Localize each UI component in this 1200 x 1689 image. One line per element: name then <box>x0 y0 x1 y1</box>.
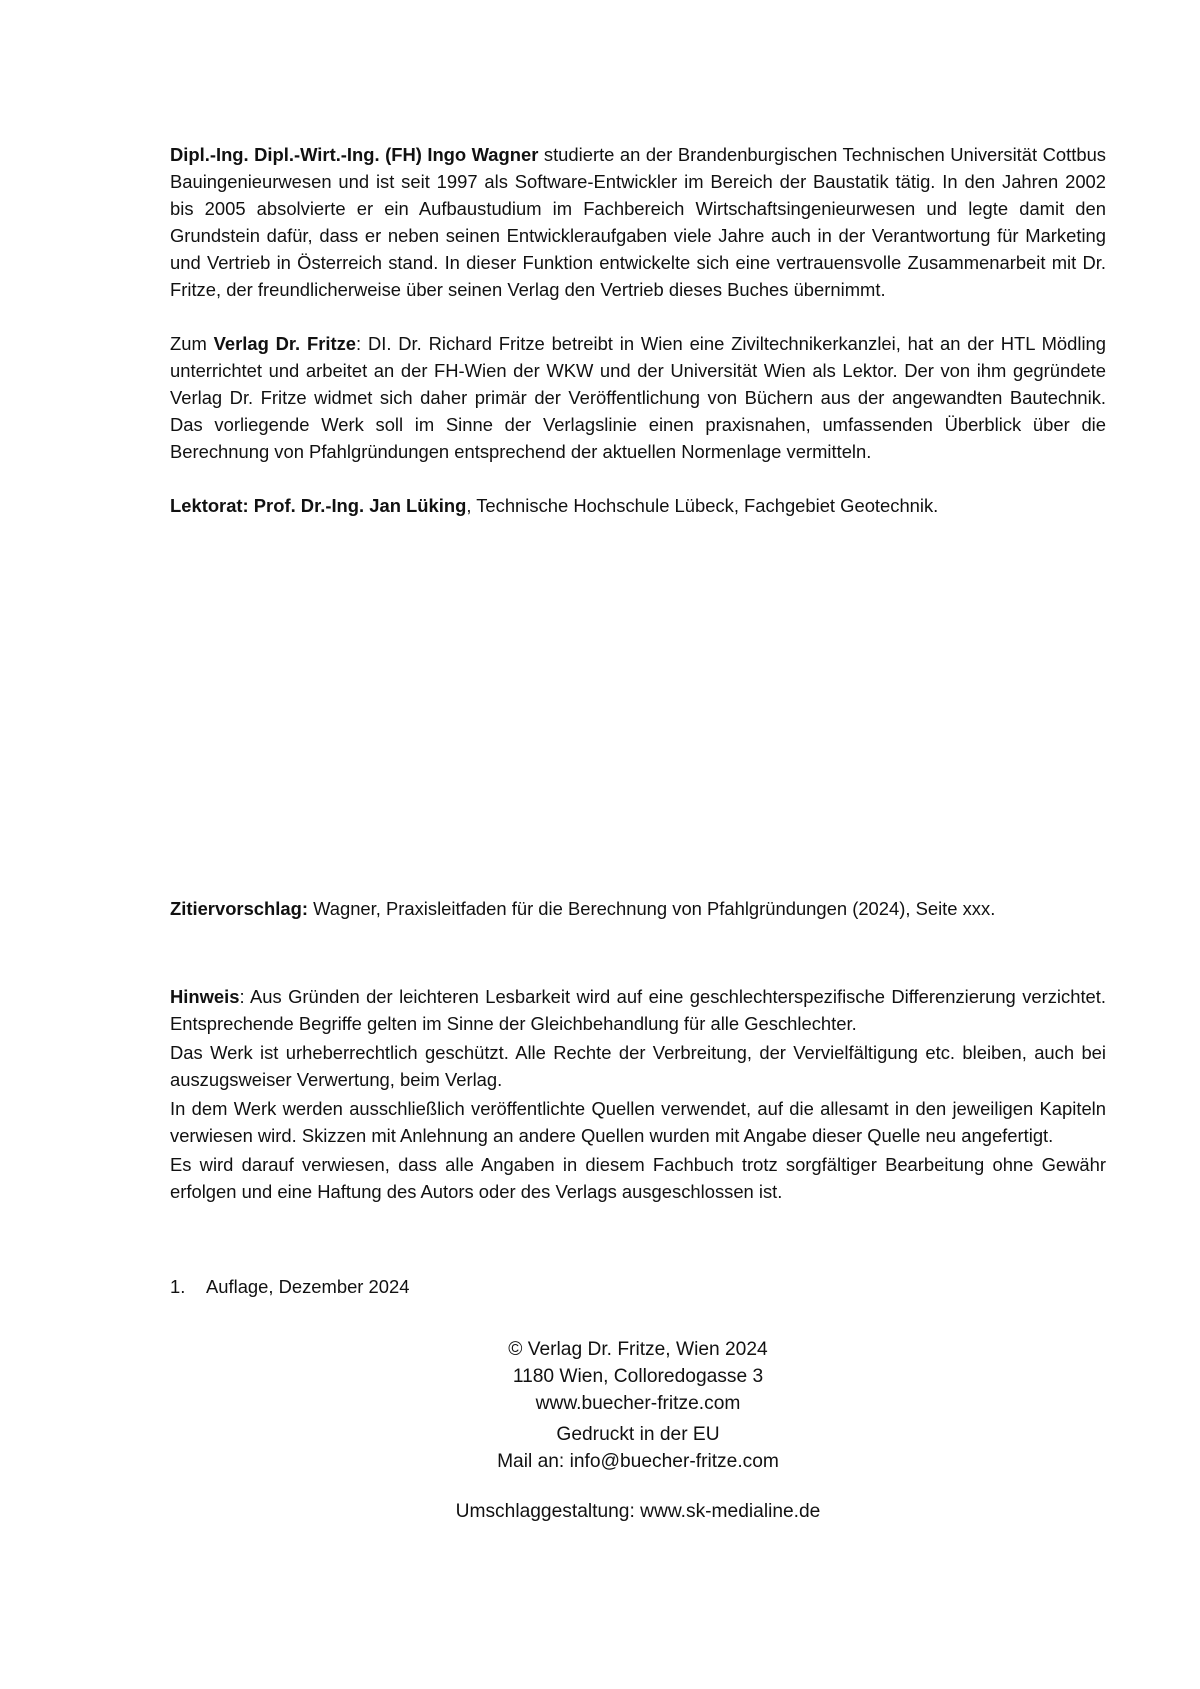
publisher-info-paragraph <box>170 330 1106 465</box>
publisher-info-text: : DI. Dr. Richard Fritze betreibt in Wien eine Ziviltechnikerkanzlei, hat an der HTL Mödling unterrichtet und arbeitet an der FH-Wien der WKW und der Universität Wien als Lektor. Der von ihm gegründete Verlag Dr. Fritze widmet sich daher primär der Veröffentlichung von Büchern aus der angewandten Bautechnik. Das vorliegende Werk soll im Sinne der Verlagslinie einen praxisnahen, umfassenden Überblick über die Berechnung von Pfahlgründungen entsprechend der aktuellen Normenlage vermitteln. <box>170 333 1106 462</box>
document-page <box>170 141 1106 1522</box>
hinweis-paragraph <box>170 983 1106 1037</box>
copyright-notice: Das Werk ist urheberrechtlich geschützt. Alle Rechte der Verbreitung, der Vervielfältigung etc. bleiben, auch bei auszugsweiser Verwertung, beim Verlag. <box>170 1042 1106 1090</box>
imprint-cover-design: Umschlaggestaltung: www.sk-medialine.de <box>455 1501 821 1522</box>
publisher-info-prefix: Zum <box>170 333 214 354</box>
sources-notice: In dem Werk werden ausschließlich veröffentlichte Quellen verwendet, auf die allesamt in den jeweiligen Kapiteln verwiesen wird. Skizzen mit Anlehnung an andere Quellen wurden mit Angabe dieser Quelle neu angefertigt. <box>170 1098 1106 1146</box>
lektorat-text: , Technische Hochschule Lübeck, Fachgebiet Geotechnik. <box>466 495 939 516</box>
imprint-address: 1180 Wien, Colloredogasse 3 <box>512 1366 764 1387</box>
author-name: Dipl.-Ing. Dipl.-Wirt.-Ing. (FH) Ingo Wagner <box>170 144 539 165</box>
lektorat-name: Lektorat: Prof. Dr.-Ing. Jan Lüking <box>170 495 467 516</box>
hinweis-label: Hinweis <box>170 986 240 1007</box>
author-bio-paragraph <box>170 141 1106 303</box>
citation-text: Wagner, Praxisleitfaden für die Berechnung von Pfahlgründungen (2024), Seite xxx. <box>307 898 996 919</box>
imprint-copyright: © Verlag Dr. Fritze, Wien 2024 <box>508 1339 768 1360</box>
imprint-mail: Mail an: info@buecher-fritze.com <box>497 1451 779 1472</box>
citation-paragraph <box>170 895 1106 922</box>
liability-notice: Es wird darauf verwiesen, dass alle Angaben in diesem Fachbuch trotz sorgfältiger Bearbeitung ohne Gewähr erfolgen und eine Haftung des Autors oder des Verlags ausgeschlossen ist. <box>170 1154 1106 1202</box>
hinweis-text: : Aus Gründen der leichteren Lesbarkeit wird auf eine geschlechterspezifische Differenzierung verzichtet. Entsprechende Begriffe gelten im Sinne der Gleichbehandlung für alle Geschlechter. <box>170 986 1106 1034</box>
publisher-name: Verlag Dr. Fritze <box>213 333 357 354</box>
author-bio-text: studierte an der Brandenburgischen Technischen Universität Cottbus Bauingenieurwesen und ist seit 1997 als Software-Entwickler im Bereich der Baustatik tätig. In den Jahren 2002 bis 2005 absolvierte er ein Aufbaustudium im Fachbereich Wirtschaftsingenieurwesen und legte damit den Grundstein dafür, dass er neben seinen Entwickleraufgaben viele Jahre auch in der Verantwortung für Marketing und Vertrieb in Österreich stand. In dieser Funktion entwickelte sich eine vertrauensvolle Zusammenarbeit mit Dr. Fritze, der freundlicherweise über seinen Verlag den Vertrieb dieses Buches übernimmt. <box>170 144 1106 300</box>
imprint-website: www.buecher-fritze.com <box>535 1393 741 1414</box>
edition-line <box>170 1273 1106 1300</box>
edition-number: 1. <box>170 1276 186 1297</box>
edition-text: Auflage, Dezember 2024 <box>206 1276 410 1297</box>
imprint-block <box>170 1336 1106 1525</box>
imprint-printed: Gedruckt in der EU <box>556 1424 720 1445</box>
lektorat-paragraph <box>170 492 1106 519</box>
citation-label: Zitiervorschlag: <box>170 898 308 919</box>
notices-section <box>170 983 1106 1207</box>
